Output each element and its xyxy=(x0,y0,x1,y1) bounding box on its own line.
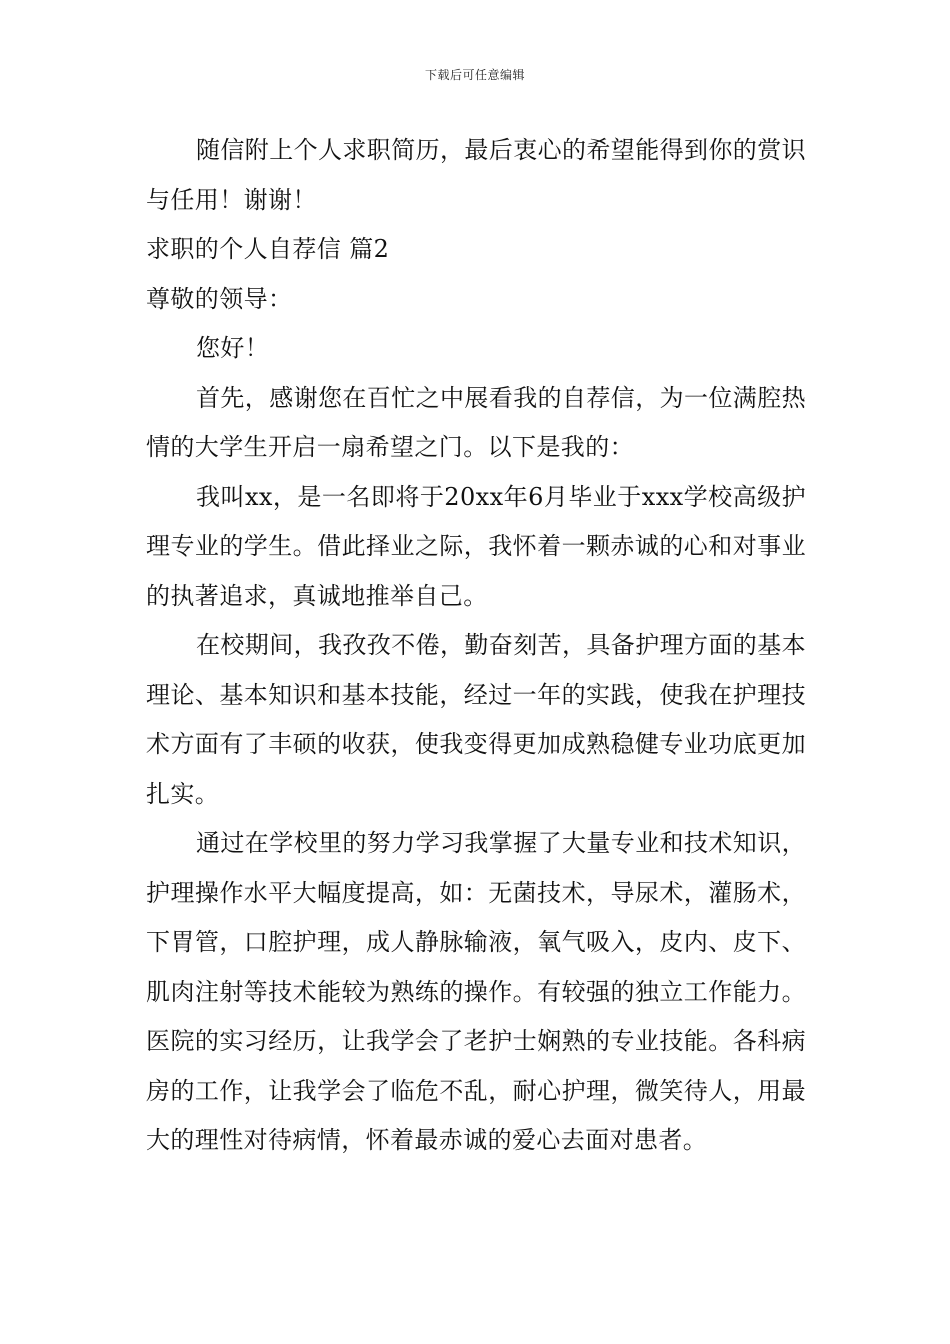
paragraph-school-period: 在校期间，我孜孜不倦，勤奋刻苦，具备护理方面的基本理论、基本知识和基本技能，经过一年的实践，使我在护理技术方面有了丰硕的收获，使我变得更加成熟稳健专业功底更加扎实。 xyxy=(146,631,806,808)
paragraph-self-introduction: 我叫xx，是一名即将于20xx年6月毕业于xxx学校高级护理专业的学生。借此择业之际，我怀着一颗赤诚的心和对事业的执著追求，真诚地推举自己。 xyxy=(146,482,806,610)
greeting: 您好！ xyxy=(196,334,270,362)
paragraph-skills: 通过在学校里的努力学习我掌握了大量专业和技术知识，护理操作水平大幅度提高，如：无菌技术，导尿术，灌肠术，下胃管，口腔护理，成人静脉输液，氧气吸入，皮内、皮下、肌肉注射等技术能较为熟练的操作。有较强的独立工作能力。医院的实习经历，让我学会了老护士娴熟的专业技能。各科病房的工作，让我学会了临危不乱，耐心护理，微笑待人，用最大的理性对待病情，怀着最赤诚的爱心去面对患者。 xyxy=(146,829,806,1154)
page-header-note: 下载后可任意编辑 xyxy=(424,68,525,82)
section-title: 求职的个人自荐信 篇2 xyxy=(146,235,390,263)
paragraph-closing: 随信附上个人求职简历，最后衷心的希望能得到你的赏识与任用！谢谢！ xyxy=(146,136,806,214)
document-body xyxy=(146,126,806,1166)
salutation: 尊敬的领导： xyxy=(146,284,293,313)
paragraph-intro: 首先，感谢您在百忙之中展看我的自荐信，为一位满腔热情的大学生开启一扇希望之门。以下是我的： xyxy=(146,383,806,461)
